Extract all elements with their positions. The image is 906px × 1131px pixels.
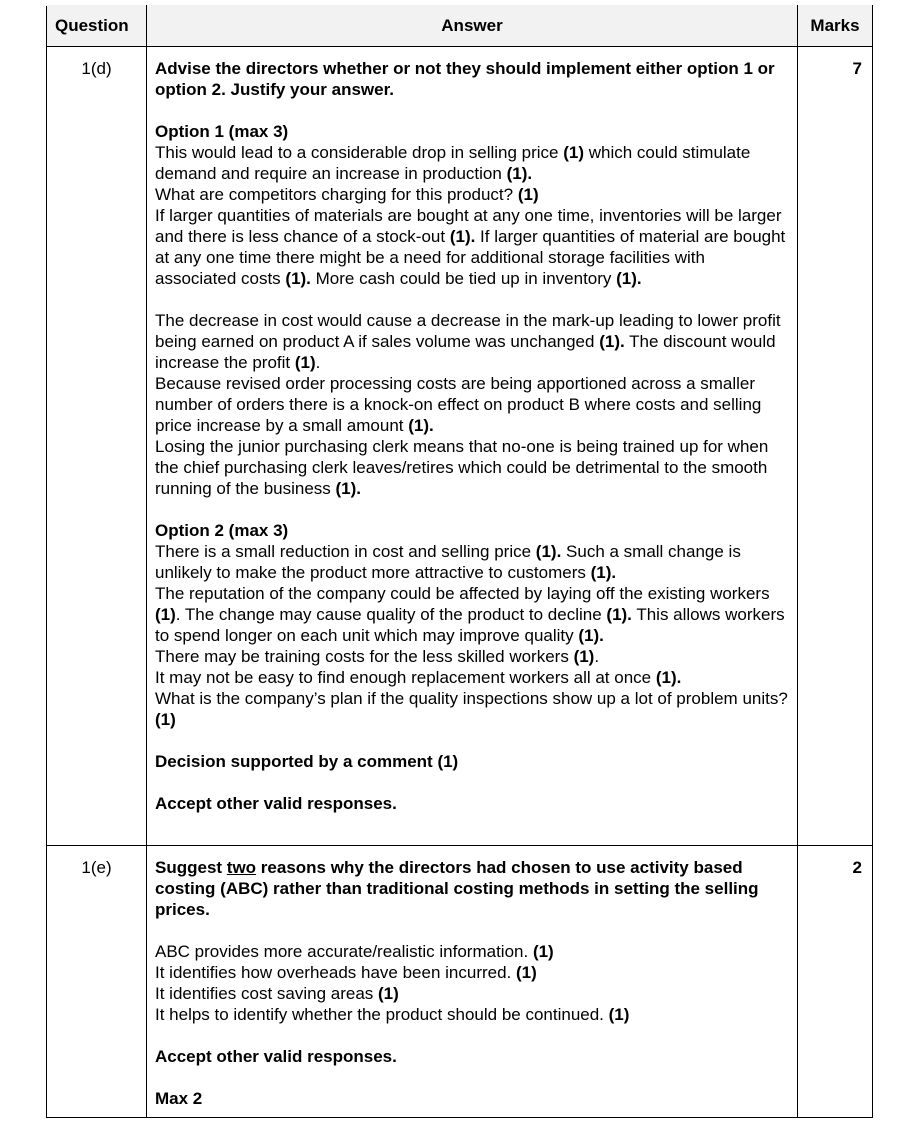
accept-block bbox=[155, 793, 789, 814]
option2-block bbox=[155, 520, 789, 730]
header-marks: Marks bbox=[798, 6, 873, 47]
max-block bbox=[155, 1088, 789, 1109]
header-question: Question bbox=[47, 6, 147, 47]
table-row bbox=[47, 846, 873, 1118]
answer-line: Because revised order processing costs are being apportioned across a smaller number of orders there is a knock-on effect on product B where costs and selling price increase by a small amount (1). bbox=[155, 374, 762, 435]
answer-line: It identifies how overheads have been incurred. (1) bbox=[155, 963, 537, 982]
table-row bbox=[47, 47, 873, 846]
answer-line: The decrease in cost would cause a decrease in the mark-up leading to lower profit being earned on product A if sales volume was unchanged (1). The discount would increase the profit (1). bbox=[155, 311, 781, 372]
question-prompt: Advise the directors whether or not they should implement either option 1 or option 2. Justify your answer. bbox=[155, 59, 775, 99]
answer-line: There may be training costs for the less skilled workers (1). bbox=[155, 647, 600, 666]
answer-line: ABC provides more accurate/realistic information. (1) bbox=[155, 942, 554, 961]
decision-block bbox=[155, 751, 789, 772]
answer-points bbox=[155, 941, 789, 1025]
mark-scheme-table bbox=[46, 5, 873, 1118]
answer-line: This would lead to a considerable drop in selling price (1) which could stimulate demand and require an increase in production (1). bbox=[155, 143, 751, 183]
answer-line: Losing the junior purchasing clerk means that no-one is being trained up for when the chief purchasing clerk leaves/retires which could be detrimental to the smooth running of the business (1). bbox=[155, 437, 769, 498]
answer-line: If larger quantities of materials are bought at any one time, inventories will be larger and there is less chance of a stock-out (1). If larger quantities of material are bought at any one time there might be a need for additional storage facilities with associated costs (1). More cash could be tied up in inventory (1). bbox=[155, 206, 786, 288]
question-prompt: Suggest two reasons why the directors had chosen to use activity based costing (ABC) rather than traditional costing methods in setting the selling prices. bbox=[155, 858, 759, 919]
header-answer: Answer bbox=[147, 6, 798, 47]
question-number: 1(d) bbox=[47, 47, 147, 846]
question-number: 1(e) bbox=[47, 846, 147, 1118]
table-header-row bbox=[47, 6, 873, 47]
answer-line: What is the company’s plan if the quality inspections show up a lot of problem units? (1) bbox=[155, 689, 788, 729]
accept-block bbox=[155, 1046, 789, 1067]
answer-line: It helps to identify whether the product should be continued. (1) bbox=[155, 1005, 630, 1024]
option1-block bbox=[155, 121, 789, 289]
answer-cell bbox=[147, 47, 798, 846]
option2-heading: Option 2 (max 3) bbox=[155, 521, 289, 540]
answer-cell bbox=[147, 846, 798, 1118]
max-note: Max 2 bbox=[155, 1089, 203, 1108]
option1-heading: Option 1 (max 3) bbox=[155, 122, 289, 141]
answer-line: The reputation of the company could be affected by laying off the existing workers (1). The change may cause quality of the product to decline (1). This allows workers to spend longer on each unit which may improve quality (1). bbox=[155, 584, 785, 645]
answer-line: There is a small reduction in cost and selling price (1). Such a small change is unlikely to make the product more attractive to customers (1). bbox=[155, 542, 741, 582]
accept-note: Accept other valid responses. bbox=[155, 1047, 397, 1066]
answer-line: It identifies cost saving areas (1) bbox=[155, 984, 399, 1003]
answer-line: It may not be easy to find enough replacement workers all at once (1). bbox=[155, 668, 682, 687]
option1-paragraph2 bbox=[155, 310, 789, 499]
accept-note: Accept other valid responses. bbox=[155, 794, 397, 813]
decision-note: Decision supported by a comment (1) bbox=[155, 752, 459, 771]
answer-line: What are competitors charging for this product? (1) bbox=[155, 185, 539, 204]
marks-value: 2 bbox=[798, 846, 873, 1118]
marks-value: 7 bbox=[798, 47, 873, 846]
